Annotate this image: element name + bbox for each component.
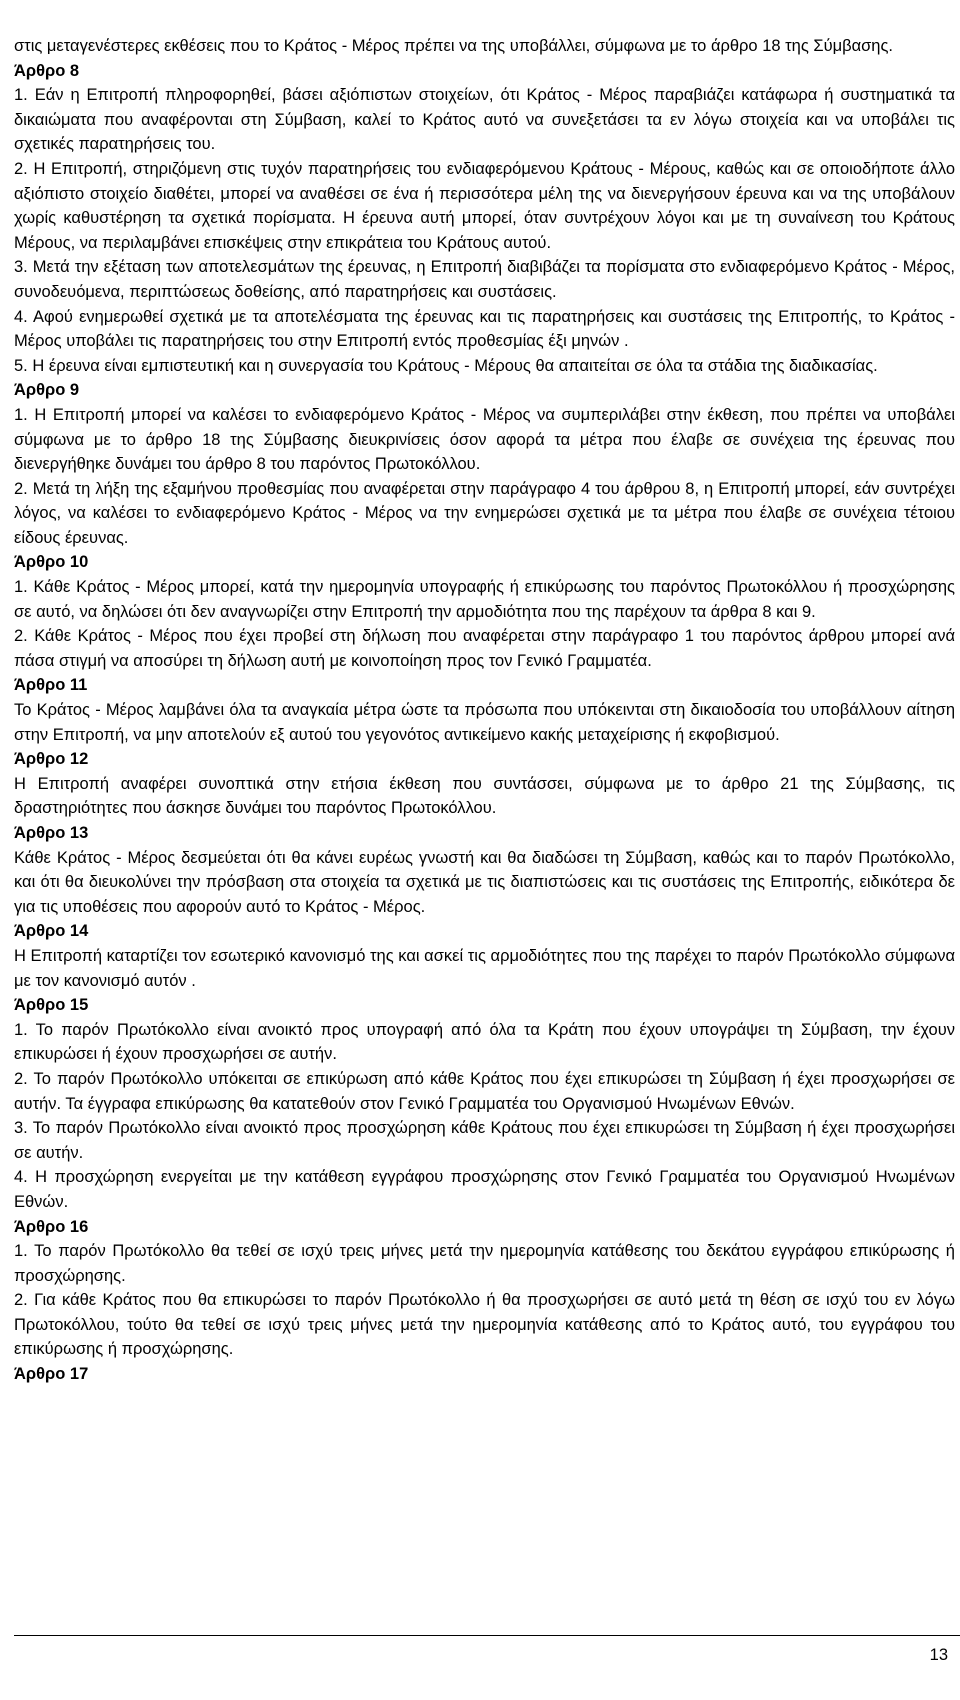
article-paragraph: 2. Για κάθε Κράτος που θα επικυρώσει το παρόν Πρωτόκολλο ή θα προσχωρήσει σε αυτό μετά τη θέση σε ισχύ του εν λόγω Πρωτοκόλλου, τούτο θα τεθεί σε ισχύ τρεις μήνες μετά την ημερομηνία κατάθεσης από το Κράτος αυτό, του εγγράφου του επικύρωσης ή προσχώρησης. [14,1291,955,1359]
article-paragraph: 1. Η Επιτροπή μπορεί να καλέσει το ενδιαφερόμενο Κράτος - Μέρος να συμπεριλάβει στην έκθεση, που πρέπει να υποβάλει σύμφωνα με το άρθρο 18 της Σύμβασης διευκρινίσεις όσον αφορά τα μέτρα που έλαβε σε συνέχεια της έρευνας που διενεργήθηκε δυνάμει του άρθρο 8 του παρόντος Πρωτοκόλλου. [14,405,955,474]
article-heading: Άρθρο 13 [14,824,89,842]
article-heading: Άρθρο 8 [14,61,80,80]
article-paragraph: 2. Κάθε Κράτος - Μέρος που έχει προβεί στη δήλωση που αναφέρεται στην παράγραφο 1 του παρόντος άρθρου μπορεί ανά πάσα στιγμή να αποσύρει τη δήλωση αυτή με κοινοποίηση προς τον Γενικό Γραμματέα. [14,627,955,670]
article-paragraph: 1. Το παρόν Πρωτόκολλο θα τεθεί σε ισχύ τρεις μήνες μετά την ημερομηνία κατάθεσης του δεκάτου εγγράφου επικύρωσης ή προσχώρησης. [14,1242,955,1285]
article-paragraph: 1. Το παρόν Πρωτόκολλο είναι ανοικτό προς υπογραφή από όλα τα Κράτη που έχουν υπογράψει τη Σύμβαση, την έχουν επικυρώσει ή έχουν προσχωρήσει σε αυτήν. [14,1020,955,1064]
article-heading: Άρθρο 10 [14,553,89,572]
article-paragraph: 1. Εάν η Επιτροπή πληροφορηθεί, βάσει αξιόπιστων στοιχείων, ότι Κράτος - Μέρος παραβιάζει κατάφωρα ή συστηματικά τα δικαιώματα που αναφέρονται στη Σύμβαση, καλεί το Κράτος αυτό να συνεξετάσει τα εν λόγω στοιχεία και να υποβάλει τις σχετικές παρατηρήσεις του. [14,86,955,154]
article-paragraph: 4. Η προσχώρηση ενεργείται με την κατάθεση εγγράφου προσχώρησης στον Γενικό Γραμματέα του Οργανισμού Ηνωμένων Εθνών. [14,1168,955,1211]
article-heading: Άρθρο 11 [14,676,88,695]
article-paragraph: 1. Κάθε Κράτος - Μέρος μπορεί, κατά την ημερομηνία υπογραφής ή επικύρωσης του παρόντος Πρωτοκόλλου ή προσχώρησης σε αυτό, να δηλώσει ότι δεν αναγνωρίζει στην Επιτροπή την αρμοδιότητα που της παρέχουν τα άρθρα 8 και 9. [14,578,955,621]
article-heading: Άρθρο 9 [14,381,80,400]
page-number: 13 [929,1646,948,1664]
article-paragraph: Η Επιτροπή καταρτίζει τον εσωτερικό κανονισμό της και ασκεί τις αρμοδιότητες που της παρέχει το παρόν Πρωτόκολλο σύμφωνα με τον κανονισμό αυτόν . [14,946,955,990]
article-paragraph: 5. Η έρευνα είναι εμπιστευτική και η συνεργασία του Κράτους - Μέρους θα απαιτείται σε όλα τα στάδια της διαδικασίας. [14,356,878,375]
article-heading: Άρθρο 12 [14,750,89,769]
article-paragraph: 3. Το παρόν Πρωτόκολλο είναι ανοικτό προς προσχώρηση κάθε Κράτους που έχει επικυρώσει τη Σύμβαση ή έχει προσχωρήσει σε αυτήν. [14,1119,955,1162]
footer-divider [14,1635,960,1636]
article-heading: Άρθρο 16 [14,1217,89,1236]
article-paragraph: 2. Το παρόν Πρωτόκολλο υπόκειται σε επικύρωση από κάθε Κράτος που έχει επικυρώσει τη Σύμβαση ή έχει προσχωρήσει σε αυτήν. Τα έγγραφα επικύρωσης θα κατατεθούν στον Γενικό Γραμματέα του Οργανισμού Ηνωμένων Εθνών. [14,1069,955,1113]
article-paragraph: Το Κράτος - Μέρος λαμβάνει όλα τα αναγκαία μέτρα ώστε τα πρόσωπα που υπόκεινται στη δικαιοδοσία του υποβάλλουν αίτηση στην Επιτροπή, να μην αποτελούν εξ αυτού του γεγονότος αντικείμενο κακής μεταχείρισης ή εκφοβισμού. [14,701,955,744]
article-heading: Άρθρο 17 [14,1365,89,1384]
continuation-paragraph: στις μεταγενέστερες εκθέσεις που το Κράτος - Μέρος πρέπει να της υποβάλλει, σύμφωνα με το άρθρο 18 της Σύμβασης. [14,37,894,55]
article-paragraph: 2. Η Επιτροπή, στηριζόμενη στις τυχόν παρατηρήσεις του ενδιαφερόμενου Κράτους - Μέρους, καθώς και σε οποιοδήποτε άλλο αξιόπιστο στοιχείο διαθέτει, μπορεί να αναθέσει σε ένα ή περισσότερα μέλη της να διενεργήσουν έρευνα και να της υποβάλουν χωρίς καθυστέρηση τα σχετικά πορίσματα. Η έρευνα αυτή μπορεί, όταν συντρέχουν λόγοι και με τη συναίνεση του Κράτους Μέρους, να περιλαμβάνει επισκέψεις στην επικράτεια του Κράτους αυτού. [14,159,955,252]
article-heading: Άρθρο 15 [14,996,89,1015]
article-paragraph: Κάθε Κράτος - Μέρος δεσμεύεται ότι θα κάνει ευρέως γνωστή και θα διαδώσει τη Σύμβαση, καθώς και το παρόν Πρωτόκολλο, και ότι θα διευκολύνει την πρόσβαση στα στοιχεία τα σχετικά με τις διαπιστώσεις και τις συστάσεις της Επιτροπής, ειδικότερα δε για τις υποθέσεις που αφορούν αυτό το Κράτος - Μέρος. [14,848,955,916]
article-paragraph: Η Επιτροπή αναφέρει συνοπτικά στην ετήσια έκθεση που συντάσσει, σύμφωνα με το άρθρο 21 της Σύμβασης, τις δραστηριότητες που άσκησε δυνάμει του παρόντος Πρωτοκόλλου. [14,774,955,818]
article-heading: Άρθρο 14 [14,922,89,941]
article-paragraph: 2. Μετά τη λήξη της εξαμήνου προθεσμίας που αναφέρεται στην παράγραφο 4 του άρθρου 8, η Επιτροπή μπορεί, εάν συντρέχει λόγος, να καλέσει το ενδιαφερόμενο Κράτος - Μέρος να την ενημερώσει σχετικά με τα μέτρα που έλαβε σε συνέχεια τέτοιου είδους έρευνας. [14,479,955,547]
article-paragraph: 4. Αφού ενημερωθεί σχετικά με τα αποτελέσματα της έρευνας και τις παρατηρήσεις και συστάσεις της Επιτροπής, το Κράτος - Μέρος υποβάλει τις παρατηρήσεις του στην Επιτροπή εντός προθεσμίας έξι μηνών . [14,307,955,351]
article-paragraph: 3. Μετά την εξέταση των αποτελεσμάτων της έρευνας, η Επιτροπή διαβιβάζει τα πορίσματα στο ενδιαφερόμενο Κράτος - Μέρος, συνοδευόμενα, περιπτώσεως δοθείσης, από παρατηρήσεις και συστάσεις. [14,258,955,301]
document-body [14,34,955,1387]
